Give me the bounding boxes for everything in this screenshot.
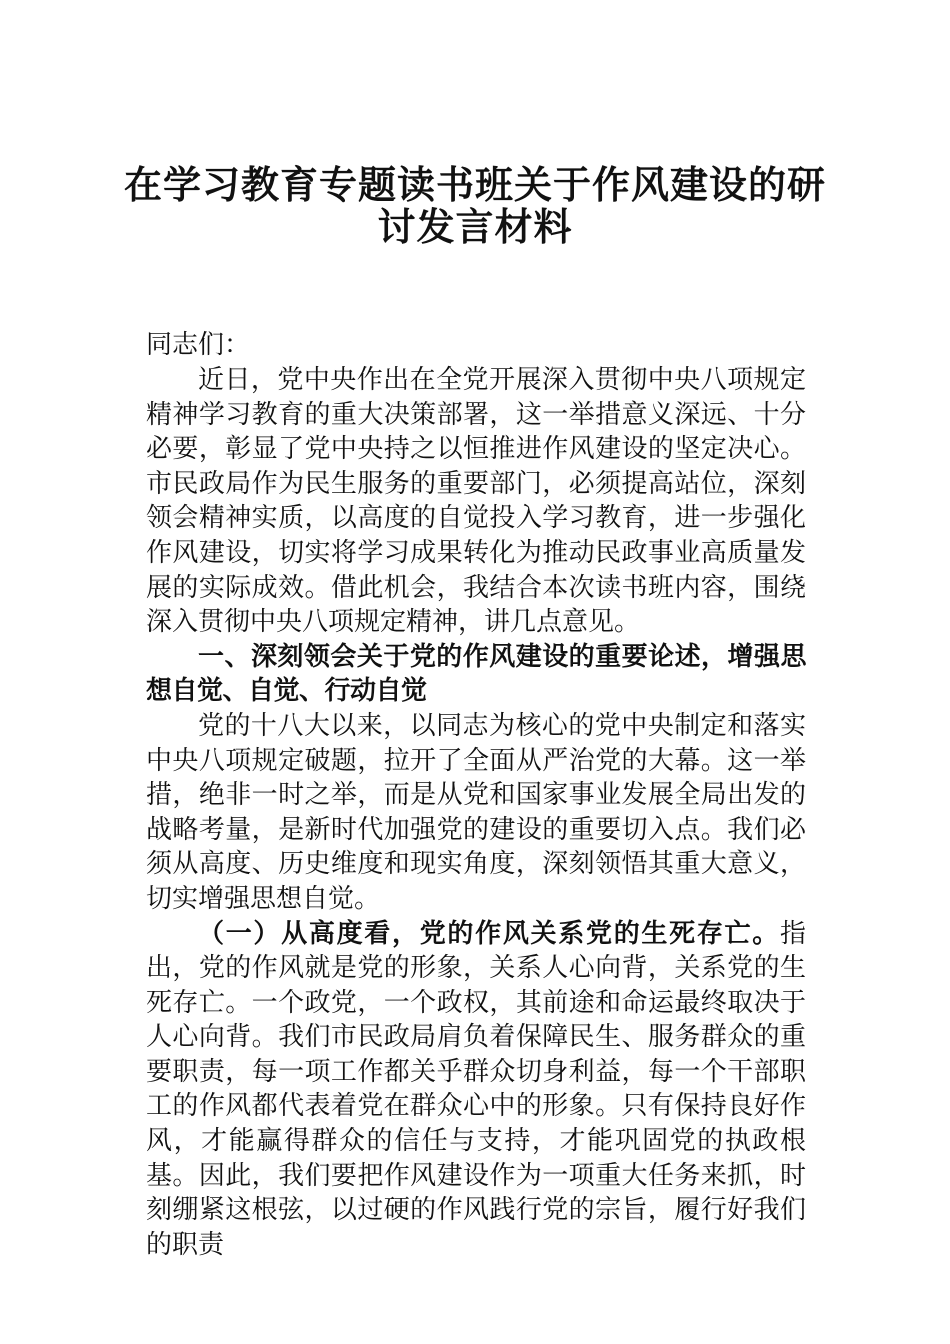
section-heading-1: 一、深刻领会关于党的作风建设的重要论述，增强思想自觉、自觉、行动自觉 — [146, 641, 806, 707]
document-title-line-1: 在学习教育专题读书班关于作风建设的研 — [123, 162, 826, 207]
paragraph-intro: 近日，党中央作出在全党开展深入贯彻中央八项规定精神学习教育的重大决策部署，这一举措意义深远、十分必要，彰显了党中央持之以恒推进作风建设的坚定决心。市民政局作为民生服务的重要部门，必须提高站位，深刻领会精神实质，以高度的自觉投入学习教育，进一步强化作风建设，切实将学习成果转化为推动民政事业高质量发展的实际成效。借此机会，我结合本次读书班内容，围绕深入贯彻中央八项规定精神，讲几点意见。 — [146, 365, 806, 638]
subsection-body-1: 指出，党的作风就是党的形象，关系人心向背，关系党的生死存亡。一个政党，一个政权，其前途和命运最终取决于人心向背。我们市民政局肩负着保障民生、服务群众的重要职责，每一项工作都关乎群众切身利益，每一个干部职工的作风都代表着党在群众心中的形象。只有保持良好作风，才能赢得群众的信任与支持，才能巩固党的执政根基。因此，我们要把作风建设作为一项重大任务来抓，时刻绷紧这根弦，以过硬的作风践行党的宗旨，履行好我们的职责 — [146, 918, 806, 1260]
document-title-line-2: 讨发言材料 — [377, 204, 573, 249]
paragraph-subsection-1 — [146, 917, 806, 1263]
paragraph-section-1: 党的十八大以来，以同志为核心的党中央制定和落实中央八项规定破题，拉开了全面从严治党的大幕。这一举措，绝非一时之举，而是从党和国家事业发展全局出发的战略考量，是新时代加强党的建设的重要切入点。我们必须从高度、历史维度和现实角度，深刻领悟其重大意义，切实增强思想自觉。 — [146, 710, 806, 914]
subsection-heading-1: （一）从高度看，党的作风关系党的生死存亡。 — [198, 918, 780, 949]
document-body — [146, 363, 806, 1262]
greeting: 同志们： — [146, 330, 251, 360]
